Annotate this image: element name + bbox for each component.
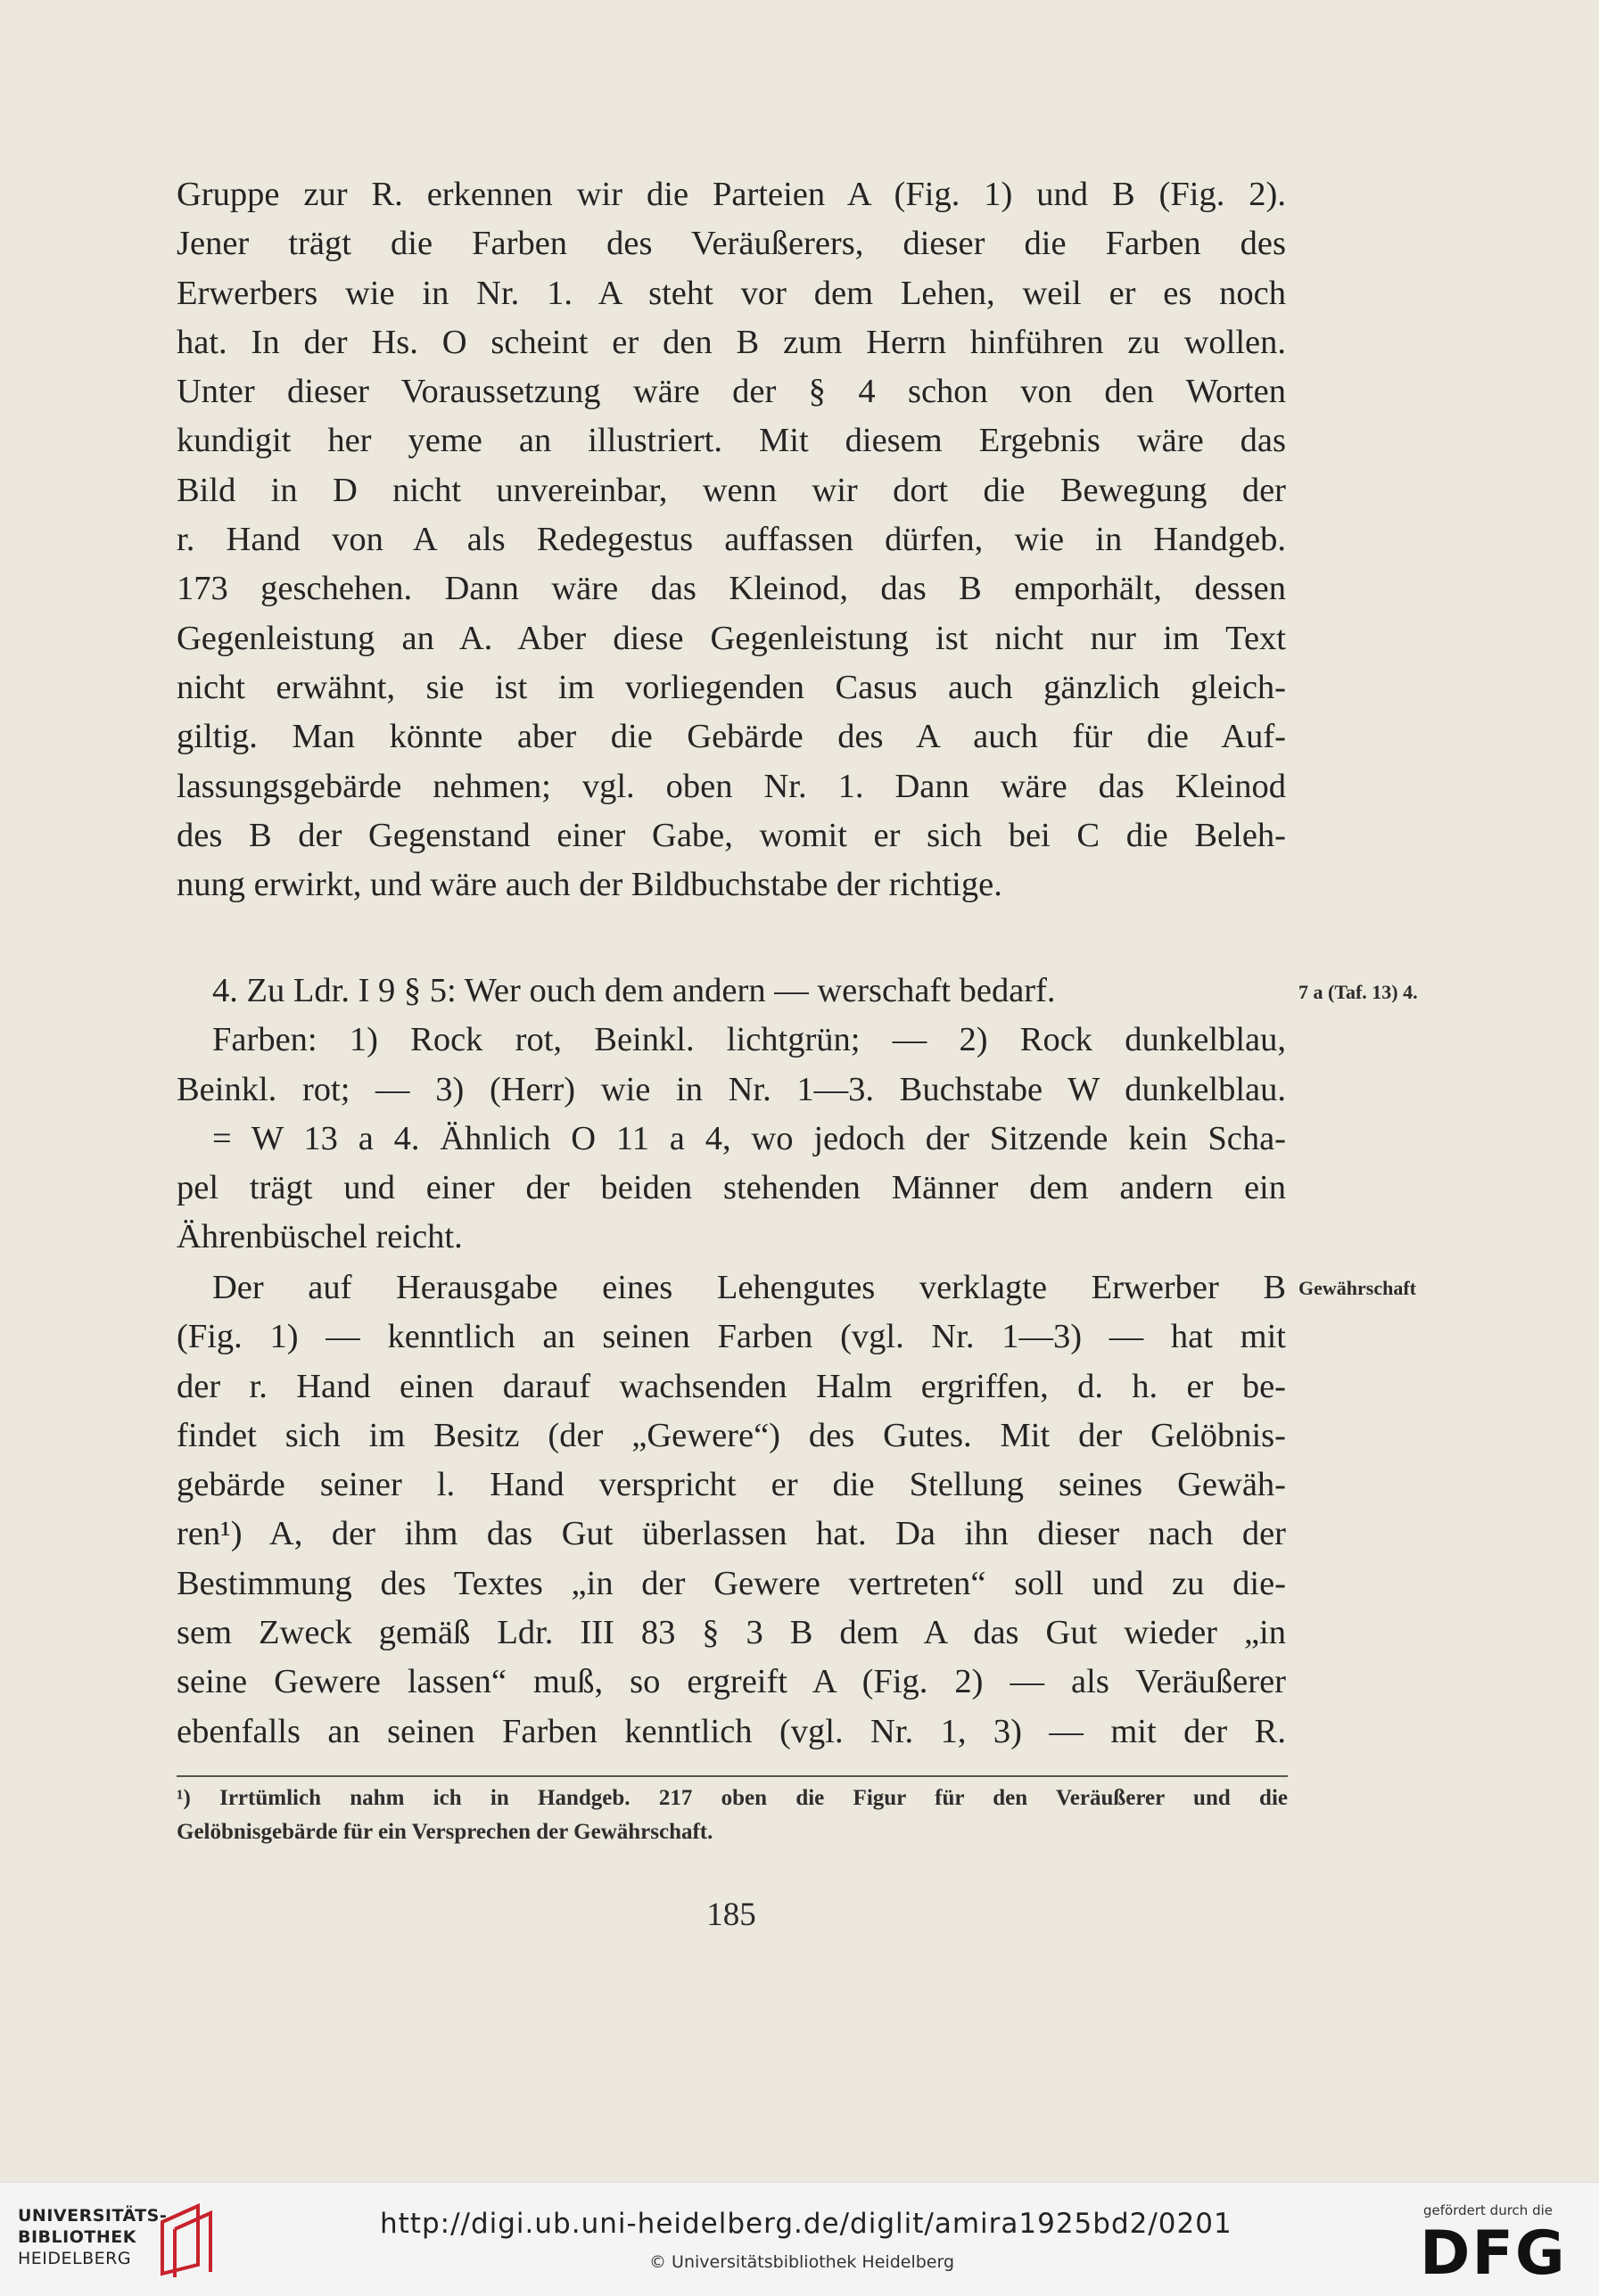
library-name-line-2: BIBLIOTHEK [18, 2227, 136, 2247]
paragraph-1 [177, 170, 1286, 909]
dfg-logo: DFG [1420, 2218, 1567, 2289]
text-line: des B der Gegenstand einer Gabe, womit er sich bei C die Beleh- [177, 816, 1286, 854]
footnote-rule [177, 1775, 1288, 1777]
text-line: giltig. Man könnte aber die Gebärde des A auch für die Auf- [177, 718, 1286, 756]
text-line: Farben: 1) Rock rot, Beinkl. lichtgrün; — 2) Rock dunkelblau, [212, 1021, 1286, 1059]
copyright-notice: © Universitätsbibliothek Heidelberg [649, 2252, 955, 2272]
margin-note-gewaehrschaft: Gewährschaft [1298, 1277, 1416, 1299]
text-line: sem Zweck gemäß Ldr. III 83 § 3 B dem A das Gut wieder „in [177, 1614, 1286, 1652]
text-line: der r. Hand einen darauf wachsenden Halm ergriffen, d. h. er be- [177, 1367, 1286, 1405]
library-logo-icon [157, 2202, 223, 2277]
section-heading-line: 4. Zu Ldr. I 9 § 5: Wer ouch dem andern — werschaft bedarf. [212, 972, 1056, 1009]
footnote [177, 1782, 1288, 1849]
text-line: r. Hand von A als Redegestus auffassen dürfen, wie in Handgeb. [177, 521, 1286, 559]
library-name-line-3: HEIDELBERG [18, 2249, 132, 2268]
text-line: Erwerbers wie in Nr. 1. A steht vor dem Lehen, weil er es noch [177, 274, 1286, 312]
text-line: findet sich im Besitz (der „Gewere“) des Gutes. Mit der Gelöbnis- [177, 1416, 1286, 1454]
margin-note-plate-reference: 7 a (Taf. 13) 4. [1298, 981, 1418, 1003]
text-line: hat. In der Hs. O scheint er den B zum Herrn hinführen zu wollen. [177, 323, 1286, 361]
text-line: ren¹) A, der ihm das Gut überlassen hat. Da ihn dieser nach der [177, 1515, 1286, 1553]
paragraph-2-text [177, 967, 1286, 1263]
paragraph-3-text [177, 1263, 1286, 1757]
text-line: kundigit her yeme an illustriert. Mit diesem Ergebnis wäre das [177, 422, 1286, 460]
text-line: gebärde seiner l. Hand verspricht er die Stellung seines Gewäh- [177, 1466, 1286, 1504]
text-line: 173 geschehen. Dann wäre das Kleinod, das B emporhält, dessen [177, 570, 1286, 608]
footnote-line: ¹) Irrtümlich nahm ich in Handgeb. 217 oben die Figur für den Veräußerer und die [177, 1786, 1288, 1810]
text-line: Unter dieser Voraussetzung wäre der § 4 schon von den Worten [177, 373, 1286, 411]
permalink-url[interactable]: http://digi.ub.uni-heidelberg.de/diglit/amira1925bd2/0201 [380, 2208, 1232, 2240]
text-line: ebenfalls an seinen Farben kenntlich (vgl. Nr. 1, 3) — mit der R. [177, 1712, 1286, 1750]
text-line: Gruppe zur R. erkennen wir die Parteien A (Fig. 1) und B (Fig. 2). [177, 176, 1286, 213]
text-line: Bestimmung des Textes „in der Gewere vertreten“ soll und zu die- [177, 1564, 1286, 1602]
page-number: 185 [706, 1897, 756, 1933]
text-line: Beinkl. rot; — 3) (Herr) wie in Nr. 1—3. Buchstabe W dunkelblau. [177, 1070, 1286, 1108]
text-line: Der auf Herausgabe eines Lehengutes verklagte Erwerber B [212, 1269, 1286, 1306]
paragraph-3 [177, 1263, 1286, 1757]
footnote-line: Gelöbnisgebärde für ein Versprechen der Gewährschaft. [177, 1820, 713, 1844]
text-line: nung erwirkt, und wäre auch der Bildbuchstabe der richtige. [177, 866, 1002, 904]
text-line: nicht erwähnt, sie ist im vorliegenden Casus auch gänzlich gleich- [177, 668, 1286, 706]
text-line: Jener trägt die Farben des Veräußerers, dieser die Farben des [177, 225, 1286, 263]
text-line: (Fig. 1) — kenntlich an seinen Farben (vgl. Nr. 1—3) — hat mit [177, 1318, 1286, 1356]
text-line: Bild in D nicht unvereinbar, wenn wir dort die Bewegung der [177, 471, 1286, 509]
text-line: Ährenbüschel reicht. [177, 1218, 463, 1256]
text-line: seine Gewere lassen“ muß, so ergreift A (Fig. 2) — als Veräußerer [177, 1663, 1286, 1701]
text-line: pel trägt und einer der beiden stehenden Männer dem andern ein [177, 1169, 1286, 1207]
library-name-line-1: UNIVERSITÄTS- [18, 2206, 168, 2226]
text-line: = W 13 a 4. Ähnlich O 11 a 4, wo jedoch der Sitzende kein Scha- [212, 1119, 1286, 1157]
paragraph-1-text [177, 170, 1286, 909]
text-line: lassungsgebärde nehmen; vgl. oben Nr. 1. Dann wäre das Kleinod [177, 767, 1286, 805]
paragraph-2 [177, 967, 1286, 1263]
funding-caption: gefördert durch die [1423, 2202, 1553, 2218]
text-line: Gegenleistung an A. Aber diese Gegenleistung ist nicht nur im Text [177, 619, 1286, 657]
